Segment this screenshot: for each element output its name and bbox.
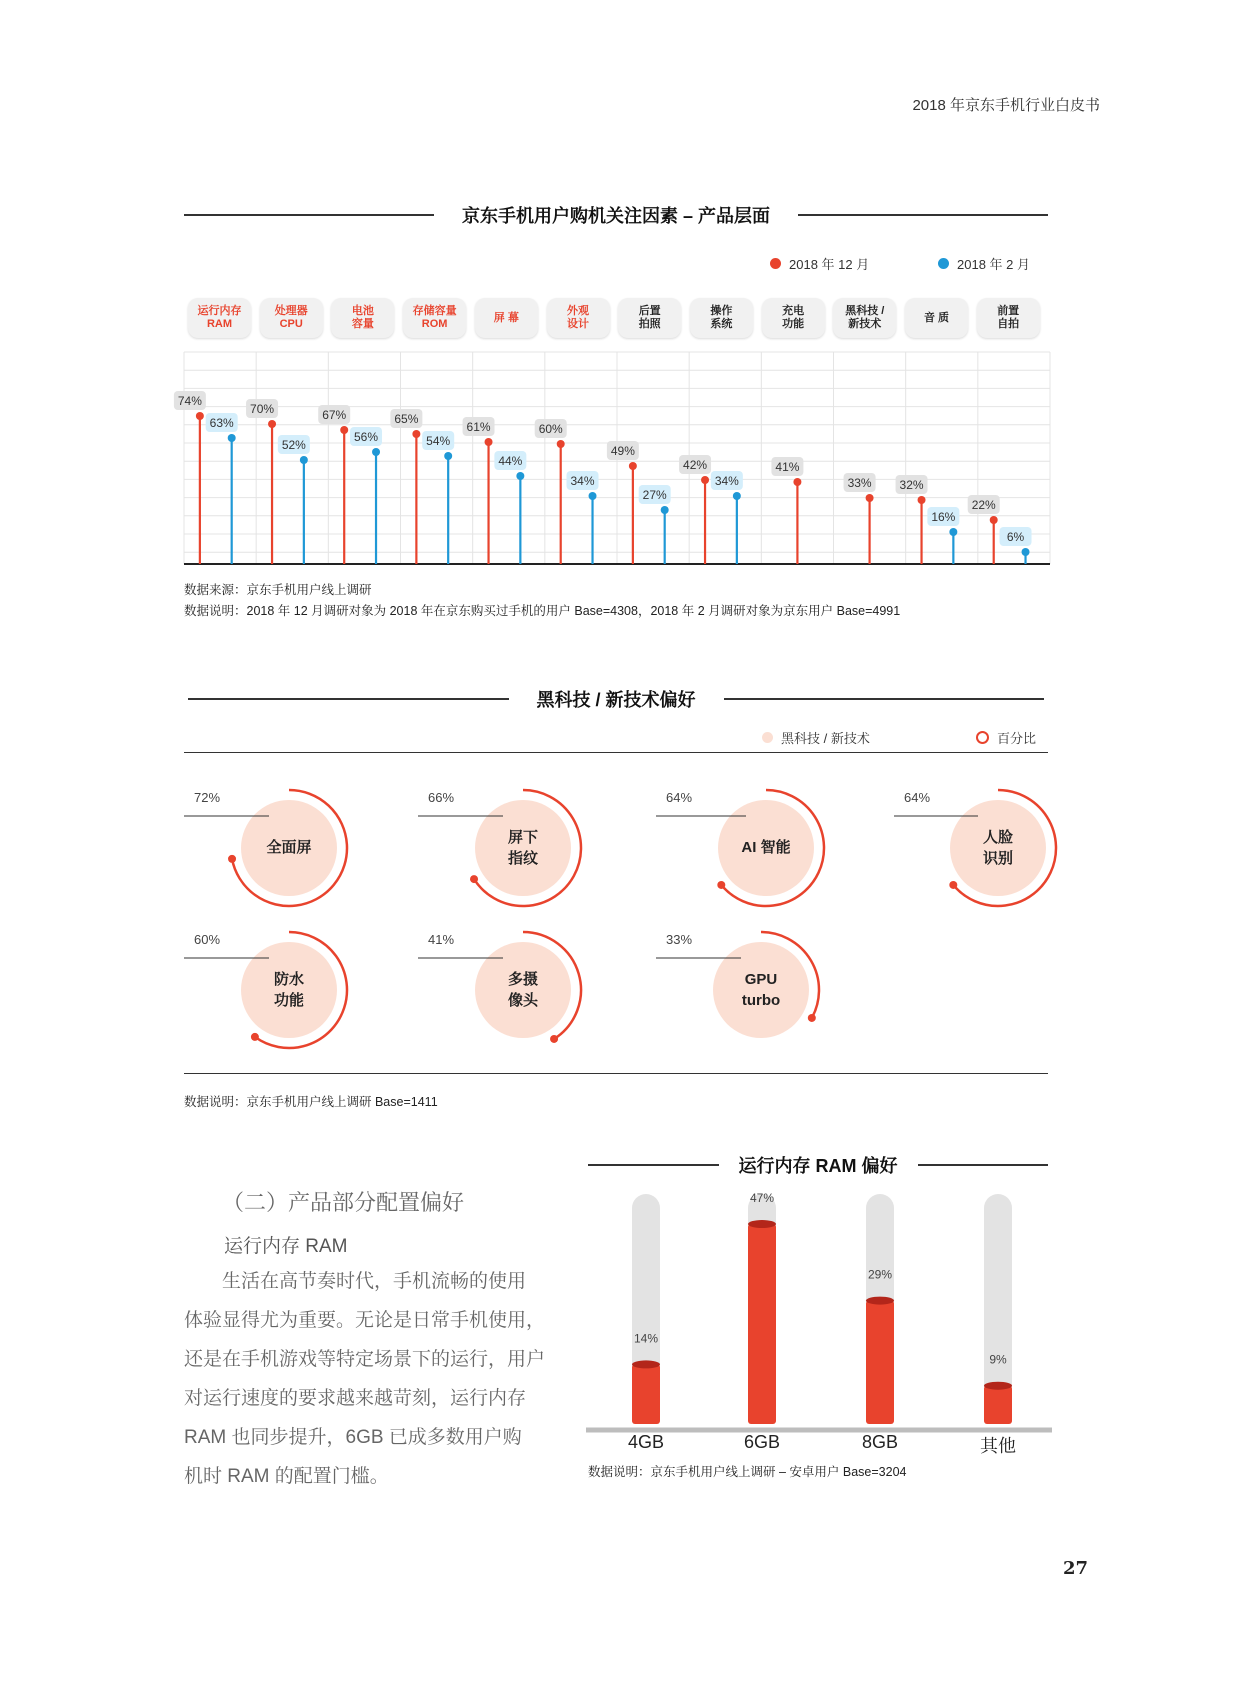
section2-bottom-rule <box>184 1073 1048 1074</box>
dec-point <box>701 476 709 484</box>
tech-pct-label: 66% <box>428 790 455 805</box>
ram-bar <box>984 1386 1012 1424</box>
feb-point <box>444 452 452 460</box>
tech-pct-label: 64% <box>666 790 693 805</box>
feb-point <box>372 448 380 456</box>
feb-data-label: 16% <box>931 510 956 524</box>
ram-data-label: 14% <box>633 1331 659 1346</box>
dec-point <box>793 478 801 486</box>
feb-data-label: 52% <box>281 438 306 452</box>
dec-data-label: 60% <box>538 422 563 436</box>
dec-data-label: 70% <box>250 402 275 416</box>
dec-data-label: 49% <box>610 444 635 458</box>
feb-point <box>1022 548 1030 556</box>
feb-point <box>733 492 741 500</box>
legend-item-tech <box>762 728 870 747</box>
legend-dot-blue <box>938 258 949 269</box>
paragraph-line: 还是在手机游戏等特定场景下的运行，用户 <box>184 1349 546 1370</box>
legend-label-percent: 百分比 <box>997 731 1037 746</box>
pct-arc-end <box>717 881 725 889</box>
dec-data-label: 41% <box>775 460 800 474</box>
dec-data-label: 67% <box>322 408 347 422</box>
category-pill: 处理器 CPU <box>260 298 323 338</box>
dec-point <box>340 426 348 434</box>
category-pill: 前置 自拍 <box>977 298 1040 338</box>
pct-arc-end <box>251 1033 259 1041</box>
category-pill: 后置 拍照 <box>618 298 681 338</box>
legend-dot-peach <box>762 732 773 743</box>
pct-arc-end <box>470 875 478 883</box>
section4-title-bar <box>588 1152 1048 1178</box>
dec-data-label: 61% <box>466 420 491 434</box>
paragraph-line: 机时 RAM 的配置门槛。 <box>184 1466 389 1487</box>
section3-heading: （二）产品部分配置偏好 <box>222 1190 465 1215</box>
feb-point <box>516 472 524 480</box>
ram-category-label: 其他 <box>980 1436 1016 1456</box>
section4-note: 数据说明：京东手机用户线上调研 – 安卓用户 Base=3204 <box>588 1465 907 1479</box>
dec-point <box>557 440 565 448</box>
category-pill: 外观 设计 <box>547 298 610 338</box>
dec-point <box>196 412 204 420</box>
dec-point <box>990 516 998 524</box>
section4-title: 运行内存 RAM 偏好 <box>738 1156 898 1176</box>
legend-ring-icon <box>976 731 989 744</box>
dec-point <box>412 430 420 438</box>
paragraph-line: RAM 也同步提升，6GB 已成多数用户购 <box>184 1427 522 1448</box>
title-rule-left <box>588 1164 719 1166</box>
ram-category-label: 8GB <box>861 1432 899 1452</box>
category-pill: 存储容量 ROM <box>403 298 466 338</box>
tech-pct-label: 41% <box>428 932 455 947</box>
paragraph-line: 生活在高节奏时代，手机流畅的使用 <box>222 1271 527 1292</box>
section2-title-bar <box>188 686 1044 712</box>
section1-title: 京东手机用户购机关注因素 – 产品层面 <box>462 206 771 226</box>
category-pill: 充电 功能 <box>762 298 825 338</box>
dec-point <box>629 462 637 470</box>
category-pill: 黑科技 / 新技术 <box>833 298 896 338</box>
category-pill: 屏 幕 <box>475 298 538 338</box>
legend-item-percent <box>976 728 1036 747</box>
ram-data-label: 29% <box>867 1267 893 1282</box>
feb-point <box>661 506 669 514</box>
title-rule-right <box>798 214 1048 216</box>
tech-pct-label: 33% <box>666 932 693 947</box>
dec-point <box>866 494 874 502</box>
legend-label-feb: 2018 年 2 月 <box>957 257 1030 272</box>
ram-bar-cap <box>748 1220 776 1228</box>
category-pill: 音 质 <box>905 298 968 338</box>
tech-item-label: AI 智能 <box>741 839 791 856</box>
ram-category-label: 4GB <box>627 1432 665 1452</box>
title-rule-left <box>184 214 434 216</box>
dec-point <box>268 420 276 428</box>
feb-data-label: 34% <box>570 474 595 488</box>
tech-item-label: 人脸 识别 <box>982 829 1013 867</box>
pct-arc-end <box>228 855 236 863</box>
ram-bar <box>632 1364 660 1424</box>
legend-label-tech: 黑科技 / 新技术 <box>781 731 870 746</box>
category-pill: 操作 系统 <box>690 298 753 338</box>
section3-paragraph <box>184 1262 545 1496</box>
feb-point <box>300 456 308 464</box>
tech-item-label: 屏下 指纹 <box>507 829 538 867</box>
ram-data-label: 9% <box>989 1352 1007 1367</box>
tech-pct-label: 72% <box>194 790 221 805</box>
feb-data-label: 56% <box>354 430 379 444</box>
section1-title-bar <box>184 202 1048 228</box>
tech-pct-label: 64% <box>904 790 931 805</box>
pct-arc-end <box>949 881 957 889</box>
document-header-title: 2018 年京东手机行业白皮书 <box>912 97 1100 114</box>
section2-note: 数据说明：京东手机用户线上调研 Base=1411 <box>184 1095 438 1109</box>
tech-item-label: 全面屏 <box>266 839 312 856</box>
title-rule-left <box>188 698 509 700</box>
dec-point <box>485 438 493 446</box>
legend-item-dec <box>770 254 869 273</box>
dec-data-label: 74% <box>177 394 202 408</box>
legend-dot-red <box>770 258 781 269</box>
ram-bar <box>866 1301 894 1424</box>
attention-factors-chart <box>177 352 1050 568</box>
category-pill: 运行内存 RAM <box>188 298 251 338</box>
ram-data-label: 47% <box>749 1191 775 1206</box>
feb-data-label: 44% <box>498 454 523 468</box>
paragraph-line: 对运行速度的要求越来越苛刻，运行内存 <box>184 1388 527 1409</box>
section3-subheading: 运行内存 RAM <box>224 1236 348 1257</box>
pct-arc-end <box>550 1035 558 1043</box>
tech-item-label: 防水 功能 <box>273 971 304 1009</box>
ram-category-label: 6GB <box>743 1432 781 1452</box>
ram-bar-cap <box>984 1382 1012 1390</box>
category-pill: 电池 容量 <box>331 298 394 338</box>
dec-data-label: 22% <box>971 498 996 512</box>
section1-explain-note: 数据说明：2018 年 12 月调研对象为 2018 年在京东购买过手机的用户 Base=4308，2018 年 2 月调研对象为京东用户 Base=4991 <box>184 604 901 618</box>
dec-data-label: 32% <box>899 478 924 492</box>
legend-label-dec: 2018 年 12 月 <box>789 257 870 272</box>
ram-preference-chart <box>586 1180 1052 1440</box>
paragraph-line: 体验显得尤为重要。无论是日常手机使用， <box>184 1310 546 1331</box>
section1-source-note: 数据来源：京东手机用户线上调研 <box>184 583 372 597</box>
tech-pct-label: 60% <box>194 932 221 947</box>
section2-title: 黑科技 / 新技术偏好 <box>536 690 696 710</box>
pct-arc-end <box>808 1014 816 1022</box>
section2-top-rule <box>184 752 1048 753</box>
dec-data-label: 33% <box>847 476 872 490</box>
feb-data-label: 54% <box>426 434 451 448</box>
feb-data-label: 6% <box>1006 530 1025 544</box>
ram-bar-cap <box>632 1360 660 1368</box>
feb-point <box>228 434 236 442</box>
feb-point <box>949 528 957 536</box>
dec-point <box>918 496 926 504</box>
feb-data-label: 34% <box>714 474 739 488</box>
feb-point <box>589 492 597 500</box>
ram-bar-cap <box>866 1297 894 1305</box>
legend-item-feb <box>938 254 1030 273</box>
dec-data-label: 42% <box>683 458 708 472</box>
title-rule-right <box>918 1164 1049 1166</box>
tech-item-label: 多摄 像头 <box>507 971 538 1009</box>
dec-data-label: 65% <box>394 412 419 426</box>
page-number: 27 <box>1062 1558 1088 1579</box>
tech-preference-rings <box>0 760 1240 1060</box>
feb-data-label: 27% <box>642 488 667 502</box>
tech-item-label: GPU turbo <box>741 971 781 1009</box>
feb-data-label: 63% <box>209 416 234 430</box>
ram-bar <box>748 1224 776 1424</box>
title-rule-right <box>724 698 1045 700</box>
